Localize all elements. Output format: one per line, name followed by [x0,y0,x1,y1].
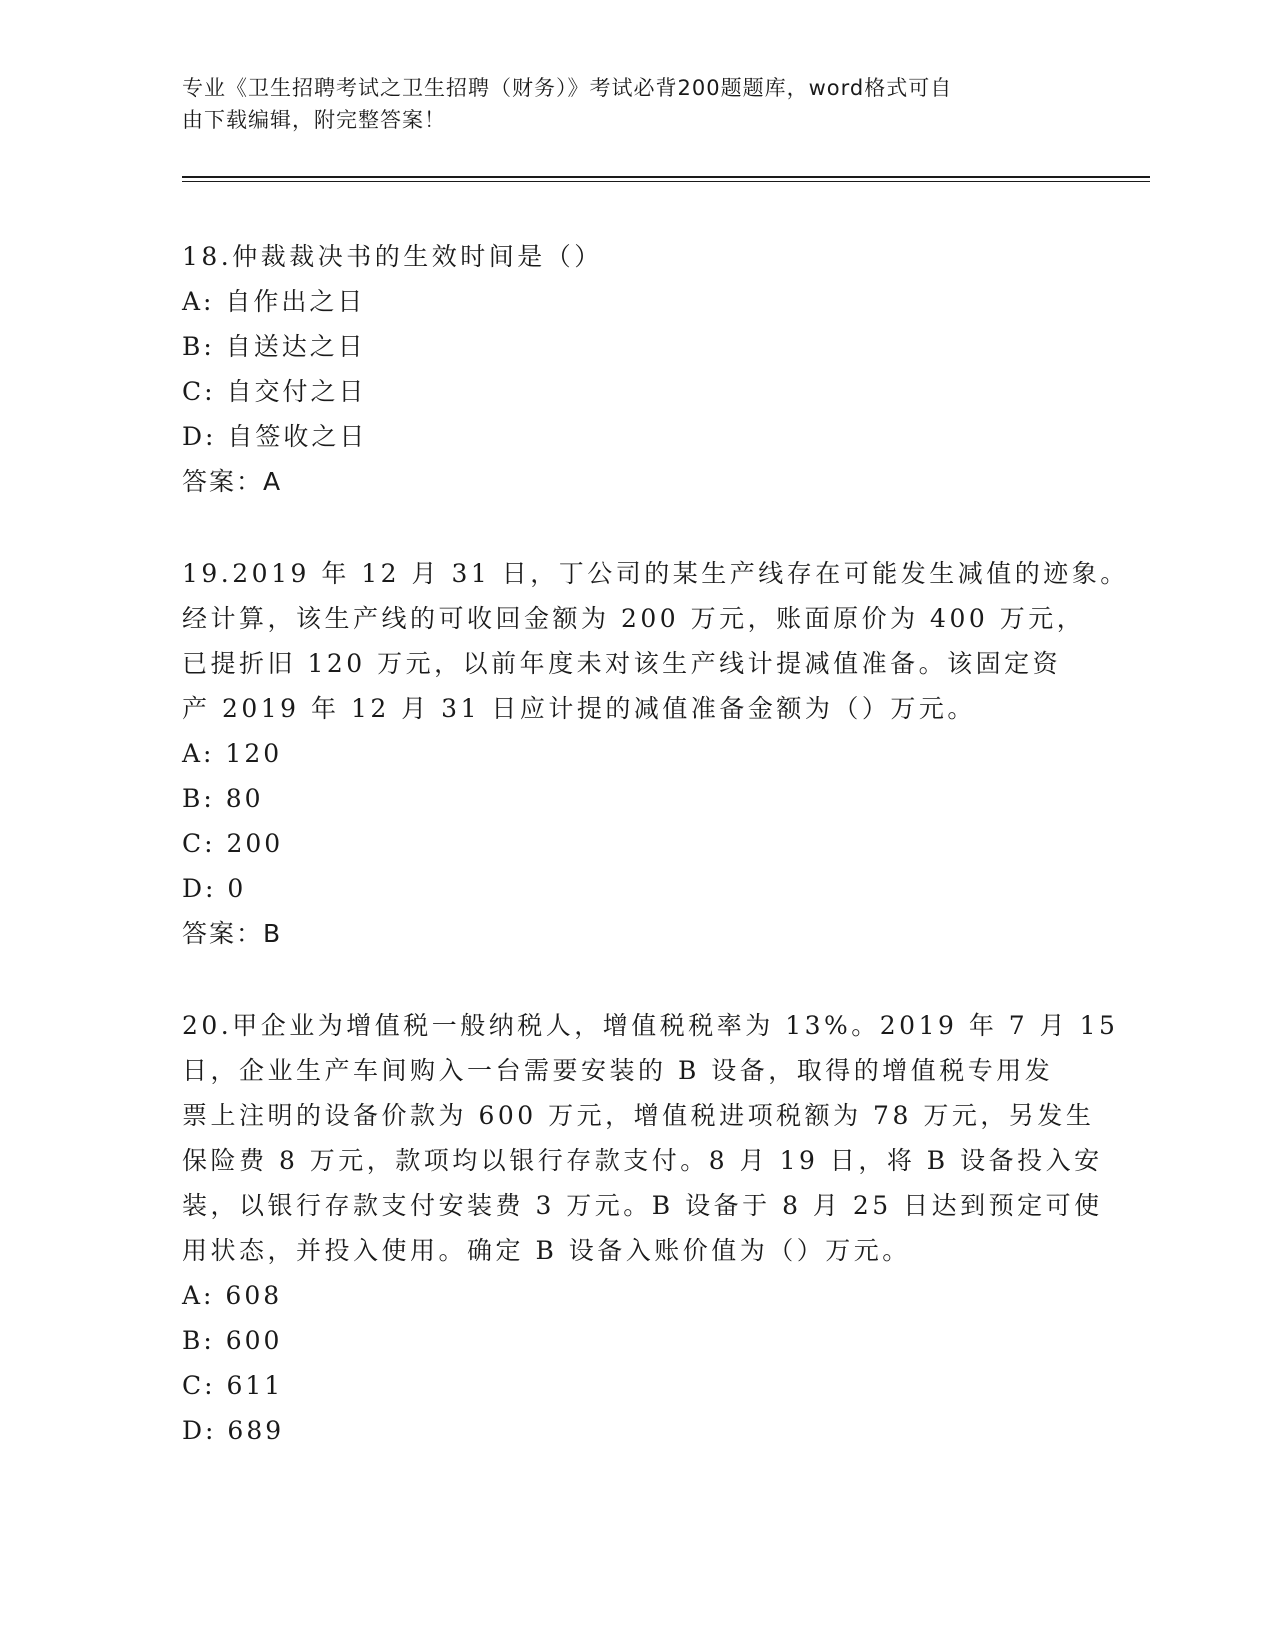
stem-line: 用状态，并投入使用。确定 B 设备入账价值为（）万元。 [182,1236,911,1265]
question-stem [182,234,1082,279]
option-c: C: 200 [182,829,284,858]
stem-line: 已提折旧 120 万元，以前年度未对该生产线计提减值准备。该固定资 [182,649,1062,678]
option-b: B: 80 [182,784,264,813]
answer-label: 答案：A [182,467,283,496]
stem-line: 保险费 8 万元，款项均以银行存款支付。8 月 19 日，将 B 设备投入安 [182,1146,1103,1175]
question-list [182,234,1129,1500]
stem-line: 票上注明的设备价款为 600 万元，增值税进项税额为 78 万元，另发生 [182,1101,1095,1130]
question-20 [182,1003,1119,1453]
option-a: A: 自作出之日 [182,287,366,316]
header-divider-thin [182,181,1150,182]
option-c: C: 自交付之日 [182,377,367,406]
answer-label: 答案：B [182,919,283,948]
stem-line: 日，企业生产车间购入一台需要安装的 B 设备，取得的增值税专用发 [182,1056,1054,1085]
question-stem [182,551,1129,731]
stem-line: 产 2019 年 12 月 31 日应计提的减值准备金额为（）万元。 [182,694,976,723]
stem-line: 18.仲裁裁决书的生效时间是（） [182,242,603,271]
option-d: D: 自签收之日 [182,422,368,451]
option-a: A: 120 [182,739,283,768]
header-line-2: 由下载编辑，附完整答案！ [182,108,446,132]
stem-line: 经计算，该生产线的可收回金额为 200 万元，账面原价为 400 万元， [182,604,1086,633]
stem-line: 装，以银行存款支付安装费 3 万元。B 设备于 8 月 25 日达到预定可使 [182,1191,1103,1220]
question-18 [182,234,1082,504]
option-d: D: 0 [182,874,247,903]
stem-line: 19.2019 年 12 月 31 日，丁公司的某生产线存在可能发生减值的迹象。 [182,559,1129,588]
option-b: B: 600 [182,1326,283,1355]
header-divider-thick [182,176,1150,178]
option-c: C: 611 [182,1371,284,1400]
option-a: A: 608 [182,1281,283,1310]
document-header [182,72,1062,136]
stem-line: 20.甲企业为增值税一般纳税人，增值税税率为 13%。2019 年 7 月 15 [182,1011,1119,1040]
option-d: D: 689 [182,1416,285,1445]
question-19 [182,551,1129,956]
option-b: B: 自送达之日 [182,332,366,361]
header-line-1: 专业《卫生招聘考试之卫生招聘（财务）》考试必背200题题库，word格式可自 [182,76,953,100]
question-stem [182,1003,1119,1273]
